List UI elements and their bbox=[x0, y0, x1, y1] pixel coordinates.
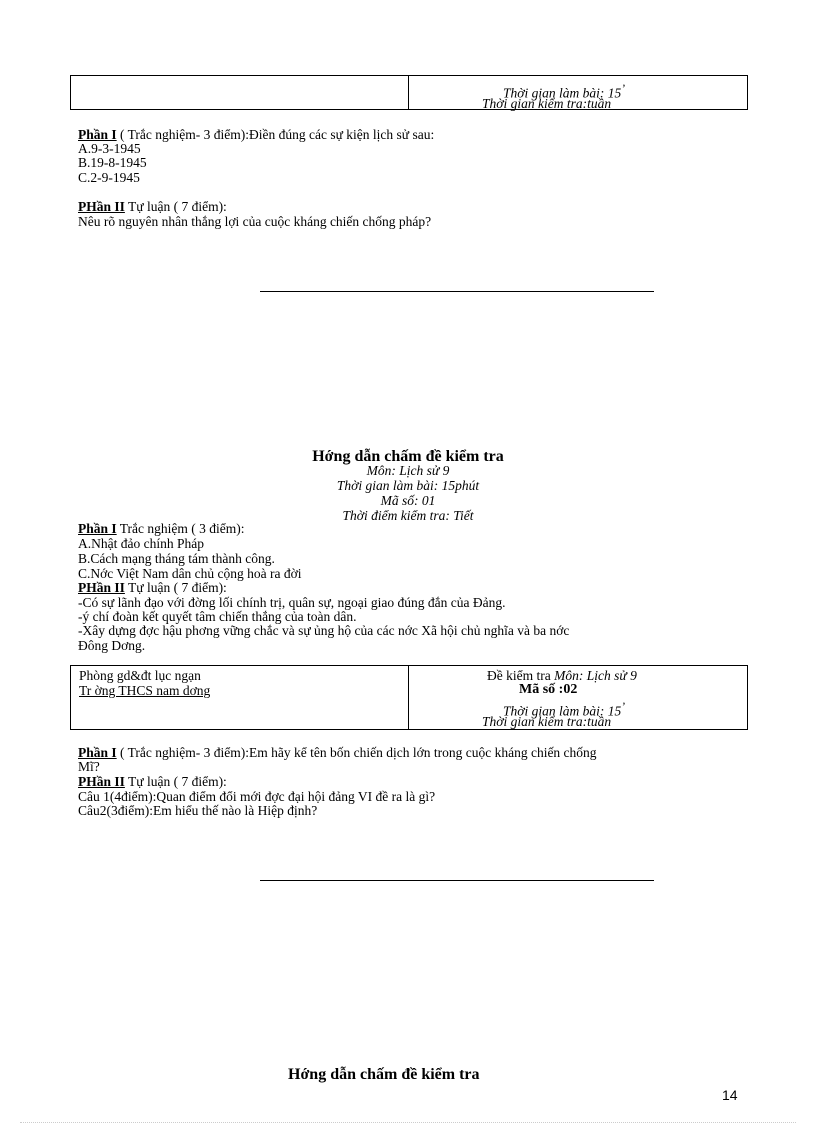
answer-key-title: Hớng dẫn chấm đề kiểm tra bbox=[312, 448, 504, 465]
answer-code: Mã số: 01 bbox=[380, 493, 436, 508]
exam-time-line: Thời gian làm bài: 15’ bbox=[503, 83, 625, 101]
exam-code: Mã số :02 bbox=[519, 682, 578, 697]
list-item: A.Nhật đảo chính Pháp bbox=[78, 536, 204, 551]
part1-heading: Phần I ( Trắc nghiệm- 3 điểm):Điền đúng các sự kiện lịch sử sau: bbox=[78, 127, 435, 142]
check-time-line: Thời gian kiểm tra:tuần bbox=[482, 714, 612, 729]
header-left-cell bbox=[71, 76, 409, 109]
header-right-cell bbox=[409, 666, 747, 729]
exam-header-table-1 bbox=[70, 75, 748, 110]
list-item: -Xây dựng đợc hậu phơng vững chắc và sự ủng hộ của các nớc Xã hội chủ nghĩa và ba nớc bbox=[78, 623, 570, 638]
exam-title-line: Đề kiểm tra Môn: Lịch sử 9 bbox=[487, 668, 637, 683]
check-time-line: Thời gian kiểm tra:tuần bbox=[482, 96, 612, 111]
essay-question: Câu 1(4điểm):Quan điểm đổi mới đợc đại hội đảng VI đề ra là gì? bbox=[78, 789, 436, 804]
list-item: C.2-9-1945 bbox=[78, 170, 140, 185]
answer-part1-heading: Phần I Trắc nghiệm ( 3 điểm): bbox=[78, 521, 245, 536]
answer-check-time: Thời điểm kiểm tra: Tiết bbox=[342, 508, 474, 523]
answer-key-title: Hớng dẫn chấm đề kiểm tra bbox=[288, 1066, 480, 1083]
answer-time: Thời gian làm bài: 15phút bbox=[336, 478, 480, 493]
page-number: 14 bbox=[722, 1087, 738, 1103]
list-item: B.19-8-1945 bbox=[78, 155, 147, 170]
essay-question: Câu2(3điểm):Em hiểu thế nào là Hiệp định? bbox=[78, 803, 318, 818]
answer-part2-heading: PHần II Tự luận ( 7 điểm): bbox=[78, 580, 227, 595]
header-right-cell bbox=[409, 76, 747, 109]
list-item: -ý chí đoàn kết quyết tâm chiến thắng của toàn dân. bbox=[78, 609, 357, 624]
exam-header-table-2 bbox=[70, 665, 748, 730]
list-item: Đông Dơng. bbox=[78, 638, 146, 653]
part1-continuation: Mĩ? bbox=[78, 759, 100, 774]
separator-line bbox=[260, 291, 654, 292]
school-name: Tr ờng THCS nam dơng bbox=[79, 683, 211, 698]
list-item: C.Nớc Việt Nam dân chủ cộng hoà ra đời bbox=[78, 566, 302, 581]
school-office: Phòng gd&đt lục ngạn bbox=[79, 668, 201, 683]
exam-time-line: Thời gian làm bài: 15’ bbox=[503, 701, 625, 719]
part1-heading: Phần I ( Trắc nghiệm- 3 điểm):Em hãy kể tên bốn chiến dịch lớn trong cuộc kháng chiến chống bbox=[78, 745, 597, 760]
list-item: A.9-3-1945 bbox=[78, 141, 141, 156]
answer-subject: Môn: Lịch sử 9 bbox=[366, 463, 450, 478]
separator-line bbox=[260, 880, 654, 881]
list-item: B.Cách mạng tháng tám thành công. bbox=[78, 551, 275, 566]
part2-heading: PHần II Tự luận ( 7 điểm): bbox=[78, 199, 227, 214]
essay-question: Nêu rõ nguyên nhân thắng lợi của cuộc kháng chiến chống pháp? bbox=[78, 214, 432, 229]
header-left-cell bbox=[71, 666, 409, 729]
part2-heading: PHần II Tự luận ( 7 điểm): bbox=[78, 774, 227, 789]
list-item: -Có sự lãnh đạo với đờng lối chính trị, quân sự, ngoại giao đúng đắn của Đảng. bbox=[78, 595, 506, 610]
